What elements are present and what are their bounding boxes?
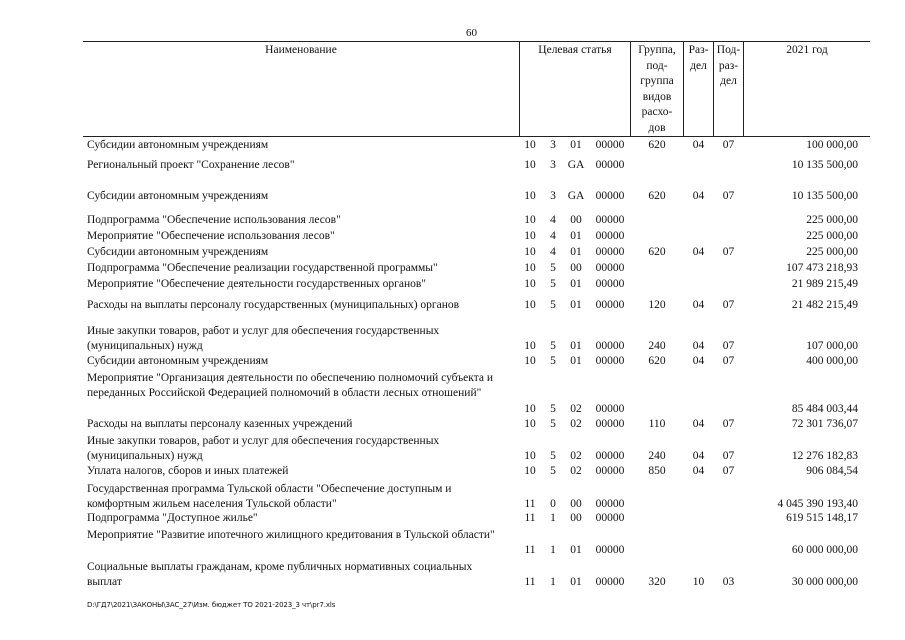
subsection-code: 07	[722, 450, 735, 462]
amount-2021: 12 276 182,83	[791, 450, 858, 462]
target-code-c: 02	[570, 450, 582, 462]
target-code-d: 00000	[595, 576, 625, 588]
subsection-code: 07	[722, 139, 735, 151]
section-code: 04	[692, 299, 705, 311]
target-code-a: 10	[524, 355, 536, 367]
target-code-c: 01	[570, 576, 582, 588]
table-row	[0, 245, 905, 260]
target-code-a: 11	[524, 512, 536, 524]
header-year: 2021 год	[786, 44, 828, 56]
row-name: Расходы на выплаты персоналу государственных (муниципальных) органов	[87, 299, 460, 311]
table-row	[0, 354, 905, 369]
section-code: 10	[692, 576, 705, 588]
target-code-d: 00000	[595, 299, 625, 311]
section-code: 04	[692, 246, 705, 258]
table-row	[0, 560, 905, 590]
amount-2021: 85 484 003,44	[791, 403, 858, 415]
subsection-code: 07	[722, 190, 735, 202]
target-code-a: 11	[524, 576, 536, 588]
amount-2021: 4 045 390 193,40	[777, 498, 858, 510]
amount-2021: 21 482 215,49	[791, 299, 858, 311]
amount-2021: 107 473 218,93	[786, 262, 858, 274]
amount-2021: 225 000,00	[806, 214, 858, 226]
header-group: Группа, под- группа видов расхо- дов	[638, 44, 676, 134]
target-code-a: 10	[524, 465, 536, 477]
row-name: Иные закупки товаров, работ и услуг для обеспечения государственных (муниципальных) нужд	[87, 435, 440, 462]
target-code-b: 0	[550, 498, 556, 510]
target-code-d: 00000	[595, 544, 625, 556]
target-code-c: 00	[570, 214, 582, 226]
amount-2021: 72 301 736,07	[791, 418, 858, 430]
row-name: Мероприятие "Организация деятельности по обеспечению полномочий субъекта и переданных Российской Федерацией полномочий в области лесных отношений"	[87, 372, 494, 399]
target-code-d: 00000	[595, 498, 625, 510]
header-section: Раз- дел	[688, 44, 709, 72]
file-path-footer: D:\ГД7\2021\ЗАКОНЫ\ЗАС_27\Изм. бюджет ТО 2021-2023_3 чт\pr7.xls	[87, 601, 336, 609]
table-row	[0, 417, 905, 432]
table-row	[0, 528, 905, 558]
row-name: Субсидии автономным учреждениям	[87, 246, 269, 258]
target-code-c: 01	[570, 246, 582, 258]
target-code-b: 3	[550, 139, 556, 151]
target-code-b: 5	[550, 355, 556, 367]
target-code-a: 10	[524, 450, 536, 462]
target-code-c: 02	[570, 418, 582, 430]
row-name: Подпрограмма "Обеспечение использования лесов"	[87, 214, 341, 226]
target-code-c: 00	[570, 498, 582, 510]
target-code-c: 02	[570, 465, 582, 477]
row-name: Подпрограмма "Доступное жилье"	[87, 512, 258, 524]
table-row	[0, 277, 905, 292]
expense-group: 240	[648, 340, 666, 352]
section-code: 04	[692, 450, 705, 462]
amount-2021: 30 000 000,00	[791, 576, 858, 588]
page-number: 60	[466, 27, 477, 39]
row-name: Уплата налогов, сборов и иных платежей	[87, 465, 289, 477]
expense-group: 850	[648, 465, 666, 477]
section-code: 04	[692, 139, 705, 151]
target-code-c: 01	[570, 355, 582, 367]
header-bottom-border	[83, 136, 870, 137]
target-code-b: 5	[550, 340, 556, 352]
target-code-b: 1	[550, 576, 556, 588]
row-name: Мероприятие "Обеспечение деятельности государственных органов"	[87, 278, 426, 290]
target-code-b: 1	[550, 512, 556, 524]
amount-2021: 100 000,00	[806, 139, 858, 151]
amount-2021: 10 135 500,00	[791, 159, 858, 171]
target-code-d: 00000	[595, 340, 625, 352]
amount-2021: 21 989 215,49	[791, 278, 858, 290]
row-name: Подпрограмма "Обеспечение реализации государственной программы"	[87, 262, 438, 274]
target-code-d: 00000	[595, 214, 625, 226]
section-code: 04	[692, 340, 705, 352]
target-code-b: 3	[550, 159, 556, 171]
expense-group: 320	[648, 576, 666, 588]
target-code-c: 01	[570, 139, 582, 151]
row-name: Субсидии автономным учреждениям	[87, 139, 269, 151]
target-code-a: 10	[524, 418, 536, 430]
table-row	[0, 158, 905, 173]
subsection-code: 07	[722, 299, 735, 311]
subsection-code: 07	[722, 465, 735, 477]
amount-2021: 225 000,00	[806, 246, 858, 258]
target-code-b: 1	[550, 544, 556, 556]
amount-2021: 60 000 000,00	[791, 544, 858, 556]
target-code-d: 00000	[595, 403, 625, 415]
target-code-a: 10	[524, 278, 536, 290]
target-code-a: 10	[524, 246, 536, 258]
target-code-c: 00	[570, 262, 582, 274]
target-code-c: 01	[570, 544, 582, 556]
amount-2021: 906 084,54	[806, 465, 858, 477]
expense-group: 620	[648, 355, 666, 367]
expense-group: 620	[648, 190, 666, 202]
target-code-d: 00000	[595, 355, 625, 367]
subsection-code: 07	[722, 340, 735, 352]
expense-group: 620	[648, 246, 666, 258]
table-row	[0, 138, 905, 153]
target-code-d: 00000	[595, 512, 625, 524]
target-code-d: 00000	[595, 230, 625, 242]
amount-2021: 107 000,00	[806, 340, 858, 352]
target-code-c: 02	[570, 403, 582, 415]
table-row	[0, 482, 905, 512]
target-code-b: 3	[550, 190, 556, 202]
row-name: Социальные выплаты гражданам, кроме публичных нормативных социальных выплат	[87, 561, 473, 588]
target-code-a: 10	[524, 340, 536, 352]
target-code-a: 10	[524, 299, 536, 311]
target-code-a: 10	[524, 159, 536, 171]
target-code-c: 01	[570, 340, 582, 352]
target-code-d: 00000	[595, 159, 625, 171]
table-row	[0, 229, 905, 244]
header-top-border	[83, 41, 870, 42]
table-row	[0, 189, 905, 204]
target-code-b: 5	[550, 403, 556, 415]
target-code-c: 00	[570, 512, 582, 524]
target-code-c: GA	[567, 159, 585, 171]
section-code: 04	[692, 355, 705, 367]
row-name: Мероприятие "Развитие ипотечного жилищного кредитования в Тульской области"	[87, 529, 495, 541]
target-code-d: 00000	[595, 278, 625, 290]
target-code-b: 4	[550, 230, 556, 242]
table-row	[0, 298, 905, 313]
target-code-a: 10	[524, 214, 536, 226]
section-code: 04	[692, 465, 705, 477]
row-name: Субсидии автономным учреждениям	[87, 190, 269, 202]
target-code-a: 10	[524, 190, 536, 202]
subsection-code: 07	[722, 246, 735, 258]
section-code: 04	[692, 418, 705, 430]
target-code-b: 5	[550, 278, 556, 290]
row-name: Мероприятие "Обеспечение использования лесов"	[87, 230, 335, 242]
target-code-d: 00000	[595, 190, 625, 202]
subsection-code: 07	[722, 418, 735, 430]
target-code-a: 11	[524, 544, 536, 556]
row-name: Иные закупки товаров, работ и услуг для обеспечения государственных (муниципальных) нужд	[87, 325, 440, 352]
header-subsection: Под- раз- дел	[716, 44, 741, 87]
table-row	[0, 213, 905, 228]
table-row	[0, 261, 905, 276]
amount-2021: 619 515 148,17	[786, 512, 858, 524]
target-code-b: 5	[550, 450, 556, 462]
target-code-a: 11	[524, 498, 536, 510]
target-code-d: 00000	[595, 262, 625, 274]
target-code-a: 10	[524, 262, 536, 274]
target-code-b: 4	[550, 214, 556, 226]
target-code-b: 5	[550, 299, 556, 311]
subsection-code: 07	[722, 355, 735, 367]
table-row	[0, 434, 905, 464]
row-name: Расходы на выплаты персоналу казенных учреждений	[87, 418, 353, 430]
target-code-c: 01	[570, 278, 582, 290]
target-code-b: 5	[550, 465, 556, 477]
expense-group: 110	[648, 418, 666, 430]
target-code-b: 5	[550, 418, 556, 430]
target-code-b: 4	[550, 246, 556, 258]
expense-group: 240	[648, 450, 666, 462]
row-name: Субсидии автономным учреждениям	[87, 355, 269, 367]
target-code-a: 10	[524, 139, 536, 151]
table-row	[0, 324, 905, 354]
target-code-a: 10	[524, 230, 536, 242]
target-code-d: 00000	[595, 418, 625, 430]
target-code-b: 5	[550, 262, 556, 274]
row-name: Региональный проект "Сохранение лесов"	[87, 159, 295, 171]
target-code-d: 00000	[595, 246, 625, 258]
target-code-c: 01	[570, 299, 582, 311]
target-code-d: 00000	[595, 139, 625, 151]
target-code-c: GA	[567, 190, 585, 202]
target-code-d: 00000	[595, 465, 625, 477]
target-code-a: 10	[524, 403, 536, 415]
header-target: Целевая статья	[538, 44, 612, 56]
subsection-code: 03	[722, 576, 735, 588]
amount-2021: 10 135 500,00	[791, 190, 858, 202]
header-name: Наименование	[265, 44, 337, 56]
expense-group: 120	[648, 299, 666, 311]
amount-2021: 400 000,00	[806, 355, 858, 367]
table-row	[0, 464, 905, 479]
amount-2021: 225 000,00	[806, 230, 858, 242]
table-row	[0, 371, 905, 417]
expense-group: 620	[648, 139, 666, 151]
target-code-d: 00000	[595, 450, 625, 462]
row-name: Государственная программа Тульской области "Обеспечение доступным и комфортным жильем населения Тульской области"	[87, 483, 452, 510]
target-code-c: 01	[570, 230, 582, 242]
section-code: 04	[692, 190, 705, 202]
table-row	[0, 511, 905, 526]
